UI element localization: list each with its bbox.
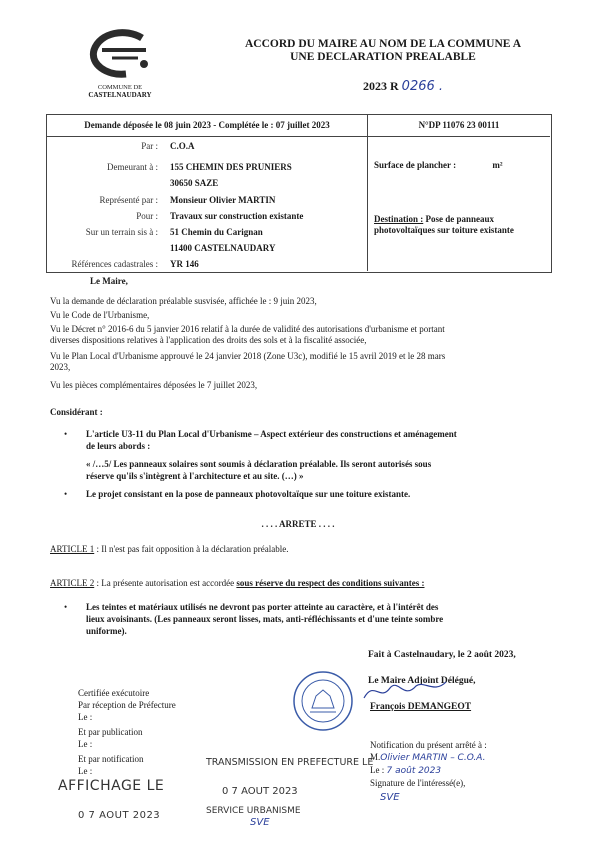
service-urbanisme: SERVICE URBANISME xyxy=(206,806,301,816)
vu-pieces: Vu les pièces complémentaires déposées le 7 juillet 2023, xyxy=(50,380,258,390)
article-2 xyxy=(50,578,548,589)
official-seal xyxy=(292,670,354,732)
logo-text-commune: COMMUNE DE xyxy=(97,84,143,91)
bullet-1: • xyxy=(64,429,68,439)
notification-m-hand: Olivier MARTIN – C.O.A. xyxy=(380,753,486,763)
fait-a: Fait à Castelnaudary, le 2 août 2023, xyxy=(368,650,516,660)
deposit-dates: Demande déposée le 08 juin 2023 - Complétée le : 07 juillet 2023 xyxy=(84,120,330,130)
vu-decret-1: Vu le Décret n° 2016-6 du 5 janvier 2016 relatif à la durée de validité des autorisations d'urbanisme et portant xyxy=(50,324,445,334)
certif-le-2: Le : xyxy=(78,739,93,749)
info-table-divider xyxy=(367,114,368,271)
row-label-pour: Pour : xyxy=(136,211,158,221)
article-2-label: ARTICLE 2 xyxy=(50,578,95,588)
transmission-date: 0 7 AOUT 2023 xyxy=(222,786,298,797)
notification-signature-hand: SVE xyxy=(380,792,400,803)
article-1-label: ARTICLE 1 xyxy=(50,544,95,554)
row-label-demeurant: Demeurant à : xyxy=(107,162,158,172)
row-value-travaux: Travaux sur construction existante xyxy=(170,211,304,221)
surface-field xyxy=(374,160,546,170)
article-2-cond-line-3: uniforme). xyxy=(86,626,127,636)
arrete-heading: . . . . ARRETE . . . . xyxy=(261,519,335,529)
logo-text-castelnaudary: CASTELNAUDARY xyxy=(88,91,152,99)
row-value-address2: 30650 SAZE xyxy=(170,178,219,188)
article-1 xyxy=(50,544,548,555)
title-line-1: ACCORD DU MAIRE AU NOM DE LA COMMUNE A xyxy=(245,38,521,50)
bullet-2: • xyxy=(64,489,68,499)
notification-signature-label: Signature de l'intéressé(e), xyxy=(370,778,466,788)
bullet-3: • xyxy=(64,602,68,612)
vu-decret-2: diverses dispositions relatives à l'application des droits des sols et à la fiscalité associée, xyxy=(50,335,367,345)
row-value-representative: Monsieur Olivier MARTIN xyxy=(170,195,276,205)
affichage-date: 0 7 AOUT 2023 xyxy=(78,810,161,821)
considerant-1-line-1: L'article U3-11 du Plan Local d'Urbanisme – Aspect extérieur des constructions et aménagement xyxy=(86,429,457,439)
row-label-represente: Représenté par : xyxy=(99,195,158,205)
le-maire: Le Maire, xyxy=(90,276,128,286)
row-value-cadastre: YR 146 xyxy=(170,259,199,269)
handwritten-signature xyxy=(360,676,450,706)
notification-le-prefix: Le : xyxy=(370,765,385,775)
row-label-par: Par : xyxy=(141,141,158,151)
certif-le-1: Le : xyxy=(78,712,93,722)
affichage-stamp: AFFICHAGE LE xyxy=(58,778,165,794)
certif-le-3: Le : xyxy=(78,766,93,776)
vu-plu-2: 2023, xyxy=(50,362,71,372)
row-label-cadastre: Références cadastrales : xyxy=(71,259,158,269)
row-label-terrain: Sur un terrain sis à : xyxy=(85,227,158,237)
par-publication: Et par publication xyxy=(78,727,143,737)
notification-m-prefix: M. xyxy=(370,752,381,762)
destination-label: Destination : xyxy=(374,214,424,224)
ref-prefix: 2023 R xyxy=(363,79,399,93)
title-line-2: UNE DECLARATION PREALABLE xyxy=(290,51,476,63)
considerant-heading: Considérant : xyxy=(50,407,103,417)
notification-le-hand: 7 août 2023 xyxy=(386,766,442,776)
ref-handwritten: 0266 . xyxy=(401,79,444,94)
article-2-conditions: sous réserve du respect des conditions suivantes : xyxy=(236,578,425,588)
transmission-stamp: TRANSMISSION EN PREFECTURE LE xyxy=(206,757,374,768)
considerant-1-quote-1: « /…5/ Les panneaux solaires sont soumis à déclaration préalable. Ils seront autorisés sous xyxy=(86,459,432,469)
considerant-1-line-2: de leurs abords : xyxy=(86,441,151,451)
reference-number xyxy=(363,79,503,94)
article-2-cond-line-1: Les teintes et matériaux utilisés ne devront pas porter atteinte au caractère, et à l'intérêt des xyxy=(86,602,439,612)
document-title xyxy=(210,38,556,64)
destination-text: Pose de panneaux photovoltaïques sur toiture existante xyxy=(374,214,514,235)
article-2-text: : La présente autorisation est accordée xyxy=(94,578,237,588)
notification-heading: Notification du présent arrêté à : xyxy=(370,740,487,750)
considerant-1-quote-2: réserve qu'ils s'intègrent à l'architecture et au site. (…) » xyxy=(86,471,304,481)
signataire-title: Le Maire Adjoint Délégué, xyxy=(368,676,476,686)
dossier-number: N°DP 11076 23 00111 xyxy=(418,120,500,130)
certifie-executoire: Certifiée exécutoire xyxy=(78,688,150,698)
service-handwritten: SVE xyxy=(250,817,270,828)
surface-label: Surface de plancher : xyxy=(374,160,457,170)
article-2-cond-line-2: lieux avoisinants. (Les panneaux seront lisses, mats, anti-réfléchissants et d'une teinte sombre xyxy=(86,614,444,624)
row-value-address1: 155 CHEMIN DES PRUNIERS xyxy=(170,162,292,172)
destination-field xyxy=(374,214,546,236)
row-value-par: C.O.A xyxy=(170,141,195,151)
row-value-terrain2: 11400 CASTELNAUDARY xyxy=(170,243,276,253)
surface-unit: m² xyxy=(492,160,503,170)
article-1-text: : Il n'est pas fait opposition à la déclaration préalable. xyxy=(94,544,289,554)
par-notification: Et par notification xyxy=(78,754,144,764)
notification-date xyxy=(370,765,550,776)
vu-demande: Vu la demande de déclaration préalable susvisée, affichée le : 9 juin 2023, xyxy=(50,296,317,306)
signataire-name: François DEMANGEOT xyxy=(370,702,472,712)
vu-code: Vu le Code de l'Urbanisme, xyxy=(50,310,150,320)
vu-plu-1: Vu le Plan Local d'Urbanisme approuvé le 24 janvier 2018 (Zone U3c), modifié le 15 avril 2019 et le 28 mars xyxy=(50,351,446,361)
notification-recipient xyxy=(370,752,550,763)
considerant-2: Le projet consistant en la pose de panneaux photovoltaïque sur une toiture existante. xyxy=(86,489,411,499)
reception-prefecture: Par réception de Préfecture xyxy=(78,700,176,710)
row-value-terrain1: 51 Chemin du Carignan xyxy=(170,227,263,237)
